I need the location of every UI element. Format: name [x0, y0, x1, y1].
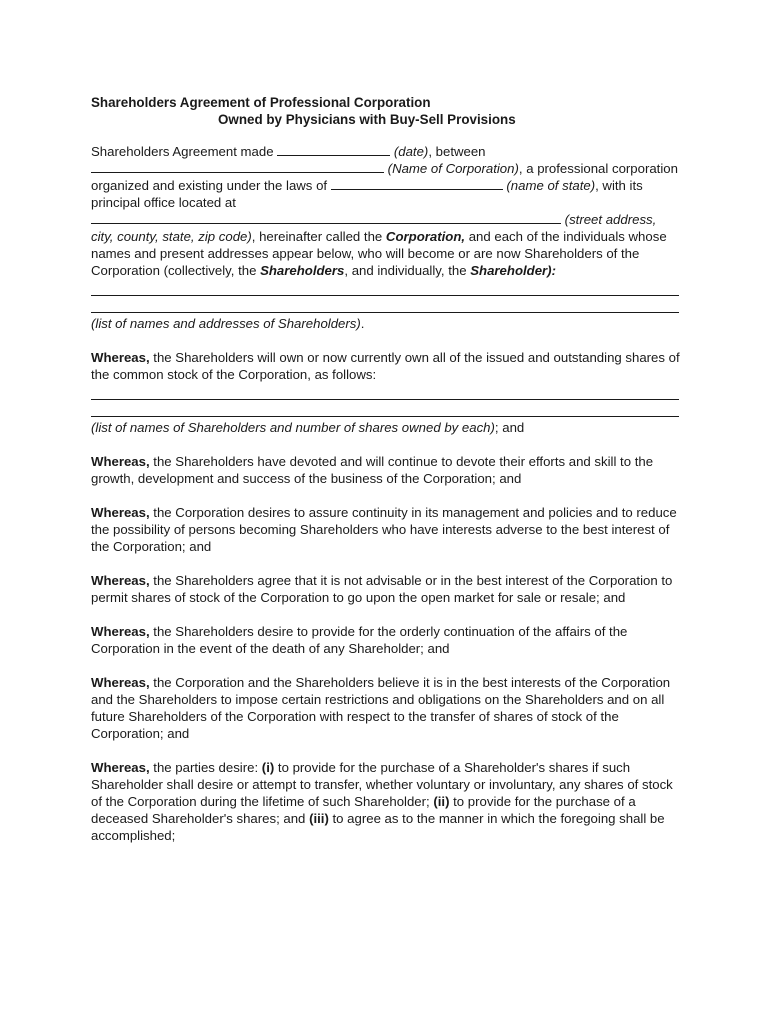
clause-ii: (ii): [433, 794, 450, 809]
title-line-2: Owned by Physicians with Buy-Sell Provisions: [218, 112, 516, 127]
whereas-label: Whereas,: [91, 573, 150, 588]
whereas-text: the Shareholders have devoted and will continue to devote their efforts and skill to the growth, development and success of the business of the Corporation; and: [91, 454, 654, 486]
address-label: (street address, city, county, state, zip code): [91, 212, 657, 244]
shares-list-line-1: [91, 383, 679, 400]
shareholder-list-caption: [91, 315, 681, 332]
title-line-1: Shareholders Agreement of Professional Corporation: [91, 95, 431, 110]
corporation-term: Corporation,: [385, 229, 466, 244]
whereas-2: [91, 453, 681, 487]
whereas-1: [91, 349, 681, 383]
address-blank: [91, 211, 561, 224]
whereas-3: [91, 504, 681, 555]
corporation-name-blank: [91, 160, 384, 173]
whereas-label: Whereas,: [91, 624, 150, 639]
document-body: [91, 94, 681, 844]
intro-text: Shareholders Agreement made: [91, 144, 278, 159]
shareholders-term: Shareholders: [260, 263, 345, 278]
intro-text: , with its principal office located at: [91, 178, 643, 210]
whereas-text: to agree as to the manner in which the foregoing shall be accomplished;: [91, 811, 665, 843]
whereas-4: [91, 572, 681, 606]
caption-end: .: [360, 316, 365, 331]
whereas-text: the Corporation desires to assure continuity in its management and policies and to reduce the possibility of persons becoming Shareholders who have interests adverse to the best interest of the Corporation; and: [91, 505, 677, 554]
intro-text: , a professional corporation organized and existing under the laws of: [91, 161, 678, 193]
clause-iii: (iii): [309, 811, 329, 826]
whereas-text: to provide for the purchase of a deceased Shareholder's shares; and: [91, 794, 636, 826]
whereas-text: the Shareholders agree that it is not advisable or in the best interest of the Corporation to permit shares of stock of the Corporation to go upon the open market for sale or resale; and: [91, 573, 673, 605]
whereas-text: the Shareholders will own or now currently own all of the issued and outstanding shares of the common stock of the Corporation, as follows:: [91, 350, 680, 382]
whereas-text: the parties desire:: [149, 760, 262, 775]
intro-paragraph: [91, 143, 681, 279]
intro-text: , and individually, the: [344, 263, 471, 278]
whereas-label: Whereas,: [91, 350, 150, 365]
state-blank: [331, 177, 503, 190]
shareholder-list-line-2: [91, 296, 679, 313]
intro-text: , between: [428, 144, 486, 159]
whereas-6: [91, 674, 681, 742]
date-blank: [277, 143, 390, 156]
state-label: (name of state): [506, 178, 596, 193]
corporation-name-label: (Name of Corporation): [387, 161, 519, 176]
whereas-text: the Shareholders desire to provide for the orderly continuation of the affairs of the Corporation in the event of the death of any Shareholder; and: [91, 624, 628, 656]
whereas-7: [91, 759, 681, 844]
shares-list-line-2: [91, 400, 679, 417]
whereas-label: Whereas,: [91, 505, 150, 520]
intro-text: and each of the individuals whose names and present addresses appear below, who will become or are now Shareholders of the Corporation (collectively, the: [91, 229, 667, 278]
whereas-text: to provide for the purchase of a Shareholder's shares if such Shareholder shall desire or attempt to transfer, whether voluntary or involuntary, any shares of stock of the Corporation during the lifetime of such Shareholder;: [91, 760, 673, 809]
caption-text: (list of names and addresses of Shareholders): [91, 316, 361, 331]
whereas-text: the Corporation and the Shareholders believe it is in the best interests of the Corporation and the Shareholders to impose certain restrictions and obligations on the Shareholders and on all future Shareholders of the Corporation with respect to the transfer of shares of stock of the Corporation; and: [91, 675, 671, 741]
date-label: (date): [393, 144, 429, 159]
whereas-label: Whereas,: [91, 675, 150, 690]
shareholder-list-line-1: [91, 279, 679, 296]
intro-text: , hereinafter called the: [251, 229, 386, 244]
shares-list-caption: [91, 419, 681, 436]
caption-end: ; and: [494, 420, 525, 435]
whereas-label: Whereas,: [91, 454, 150, 469]
whereas-label: Whereas,: [91, 760, 150, 775]
whereas-5: [91, 623, 681, 657]
shareholder-term: Shareholder):: [470, 263, 556, 278]
caption-text: (list of names of Shareholders and number of shares owned by each): [91, 420, 495, 435]
clause-i: (i): [261, 760, 275, 775]
